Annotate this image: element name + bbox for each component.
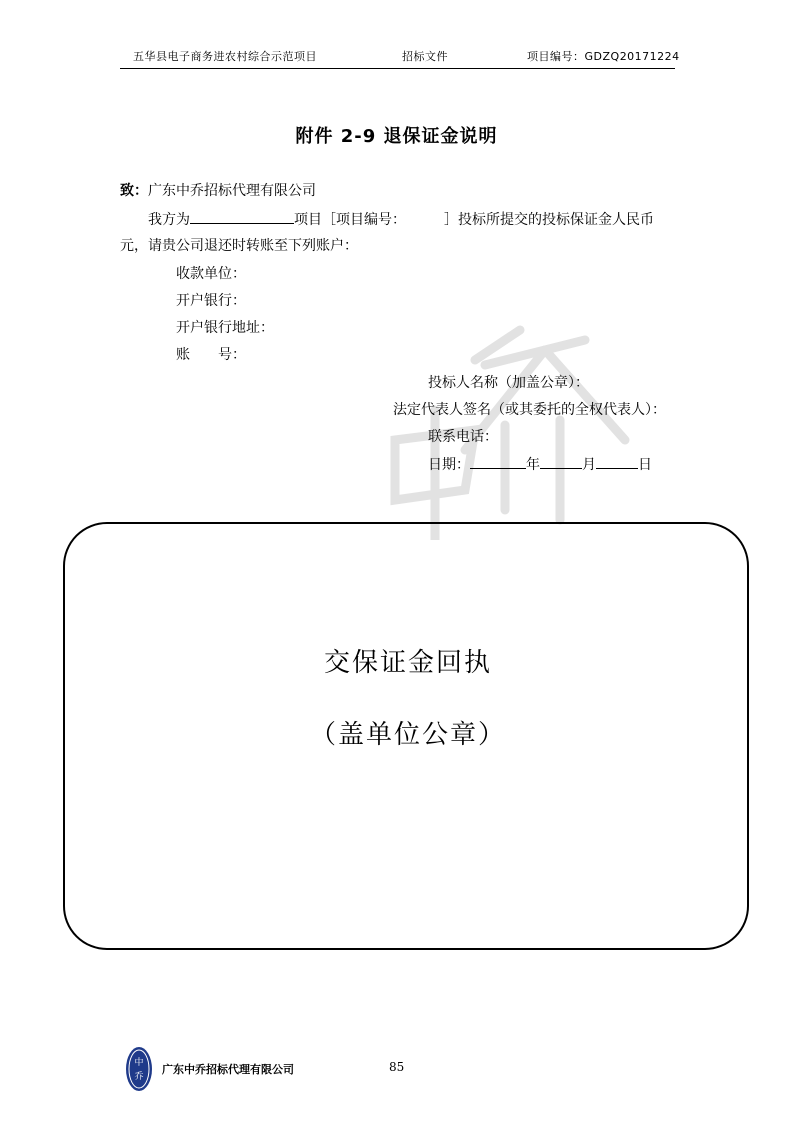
date-line (428, 454, 652, 475)
deposit-receipt-box (63, 522, 749, 950)
year-blank (470, 454, 526, 469)
bank-address-field-label: 开户银行地址： (176, 320, 274, 336)
addressee-label: 致： (120, 183, 148, 199)
receipt-title: 交保证金回执 (323, 648, 492, 678)
project-name-blank (190, 209, 294, 224)
svg-text:乔: 乔 (134, 1072, 144, 1082)
paragraph-line-2: 元，请贵公司退还时转账至下列账户： (120, 238, 358, 254)
page-number: 85 (389, 1060, 405, 1074)
footer-company-name: 广东中乔招标代理有限公司 (162, 1063, 294, 1076)
date-label: 日期： (428, 457, 470, 473)
bidder-name-label: 投标人名称（加盖公章）： (428, 375, 589, 391)
addressee-name: 广东中乔招标代理有限公司 (148, 183, 316, 199)
paragraph-part-1: 我方为 (148, 212, 190, 228)
receipt-stamp-note: （盖单位公章） (309, 720, 506, 750)
month-label: 月 (582, 457, 596, 473)
phone-label: 联系电话： (428, 429, 498, 445)
logo-emblem-icon (124, 1045, 154, 1093)
header-project-name: 五华县电子商务进农村综合示范项目 (133, 50, 317, 63)
addressee-line (120, 181, 316, 201)
header-project-number: 项目编号：GDZQ20171224 (527, 50, 680, 63)
year-label: 年 (526, 457, 540, 473)
payee-field-label: 收款单位： (176, 266, 246, 282)
account-number-field-label: 账 号： (176, 347, 246, 363)
bank-field-label: 开户银行： (176, 293, 246, 309)
month-blank (540, 454, 582, 469)
paragraph-part-3: ］投标所提交的投标保证金人民币 (444, 212, 654, 228)
day-label: 日 (638, 457, 652, 473)
day-blank (596, 454, 638, 469)
company-logo (124, 1045, 154, 1093)
paragraph-line-1 (148, 209, 654, 230)
watermark-zhongqiao (355, 320, 655, 540)
header-rule (120, 68, 675, 69)
page-title: 附件 2-9 退保证金说明 (295, 126, 498, 147)
svg-text:中: 中 (134, 1058, 144, 1068)
paragraph-part-2: 项目［项目编号： (294, 212, 406, 228)
header-doc-type: 招标文件 (402, 50, 448, 63)
legal-rep-label: 法定代表人签名（或其委托的全权代表人）： (393, 402, 666, 418)
